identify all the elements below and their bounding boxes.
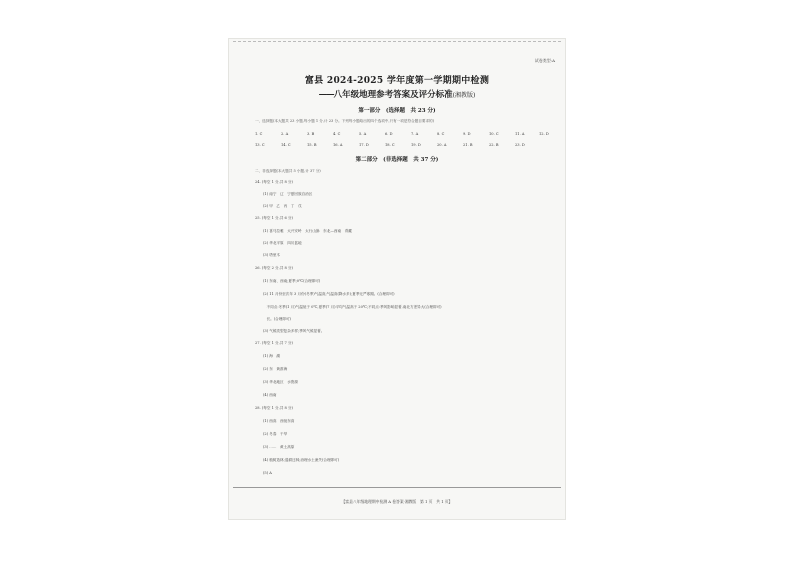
q27-head: 27. (每空 1 分,共 7 分) (255, 341, 293, 345)
q28-line: (1) 西高 西低东高 (263, 419, 295, 423)
q28-line: (5) A (263, 471, 272, 475)
answer-item: 9. D (463, 132, 471, 136)
q24-head: 24. (每空 1 分,共 8 分) (255, 180, 293, 184)
answer-item: 11. A (515, 132, 525, 136)
q27-line: (2) 东 黄淮海 (263, 367, 288, 371)
answer-item: 21. B (463, 143, 473, 147)
q28-line: (4) 植树造林;退耕还林;治理水土流失(合理即可) (263, 458, 340, 462)
q26-line: 不同点:冬季(1 月)气温低于 0℃,夏季(7 月)平均气温高于 20℃;不同点:季风影响显著,南北方差异大(合理即可) (263, 305, 442, 309)
part2-heading: 第二部分 (非选择题 共 37 分) (355, 157, 439, 163)
q26-line: (1) 东南、西南;夏季;0℃(合理即可) (263, 279, 321, 283)
answer-item: 23. D (515, 143, 525, 147)
q25-line: (3) 塔里木 (263, 253, 281, 257)
answer-item: 16. A (333, 143, 343, 147)
part1-heading: 第一部分 (选择题 共 23 分) (358, 108, 436, 114)
subtitle-main: 八年级地理参考答案及评分标准 (333, 90, 453, 100)
title-dash: —— (318, 90, 334, 100)
answer-item: 8. C (437, 132, 445, 136)
answer-item: 18. C (385, 143, 395, 147)
answer-item: 13. C (255, 143, 265, 147)
answer-item: 22. B (489, 143, 499, 147)
answer-item: 7. A (411, 132, 419, 136)
q25-line: (2) 华北平原 四川盆地 (263, 241, 302, 245)
top-rule (233, 41, 561, 42)
q27-line: (3) 华北地区 水资源 (263, 380, 298, 384)
answer-sheet-page (228, 38, 566, 520)
part2-instruction: 二、非选择题(本大题共 5 小题,计 37 分) (255, 169, 321, 173)
q25-line: (1) 喜马拉雅 大兴安岭 太行山脉 东北—西南 青藏 (263, 229, 352, 233)
answer-item: 19. D (411, 143, 421, 147)
answer-row-1 (255, 132, 551, 138)
subtitle-tag: (湘教版) (452, 92, 476, 99)
page-footer: 【富县八年级地理期中检测 A 卷答案·湘教版 第 1 页 共 1 页】 (341, 499, 453, 504)
exam-title: 富县 2024-2025 学年度第一学期期中检测 (304, 76, 490, 86)
answer-item: 10. C (489, 132, 499, 136)
answer-item: 12. D (539, 132, 549, 136)
answer-item: 6. D (385, 132, 393, 136)
answer-item: 4. C (333, 132, 341, 136)
answer-item: 15. B (307, 143, 317, 147)
q25-head: 25. (每空 1 分,共 6 分) (255, 216, 293, 220)
part1-instruction: 一、选择题(本大题共 23 小题,每小题 1 分,计 23 分。下列每小题给出的四个选项中,只有一项是符合题目要求的) (255, 119, 435, 123)
q28-line: (3) …… 黄土高原 (263, 445, 295, 449)
q27-line: (4) 西南 (263, 393, 277, 397)
q24-line: (1) 南宁 辽 宁夏回族自治区 (263, 192, 313, 196)
q26-line: (3) 气候类型复杂多样;季风气候显著。 (263, 329, 325, 333)
q26-head: 26. (每空 2 分,共 8 分) (255, 266, 293, 270)
q26-line: 长。(合理即可) (263, 317, 291, 321)
answer-item: 20. A (437, 143, 447, 147)
q26-line: (2) 11 月份至次年 3 月份(冬季)气温高;气温高(降水多);夏季无严寒期。(合理即可) (263, 292, 395, 296)
q27-line: (1) 海 湖 (263, 354, 281, 358)
answer-item: 1. C (255, 132, 263, 136)
answer-item: 17. D (359, 143, 369, 147)
answer-item: 5. A (359, 132, 367, 136)
exam-subtitle (229, 88, 565, 100)
answer-item: 14. C (281, 143, 291, 147)
q24-line: (2) 甲 乙 丙 丁 戊 (263, 204, 302, 208)
paper-type-badge: 试卷类型:A (534, 58, 555, 63)
q28-line: (2) 冬春 干旱 (263, 432, 288, 436)
footer-rule (233, 487, 561, 488)
answer-row-2 (255, 143, 551, 149)
answer-item: 2. A (281, 132, 289, 136)
q28-head: 28. (每空 1 分,共 8 分) (255, 406, 293, 410)
answer-item: 3. B (307, 132, 315, 136)
